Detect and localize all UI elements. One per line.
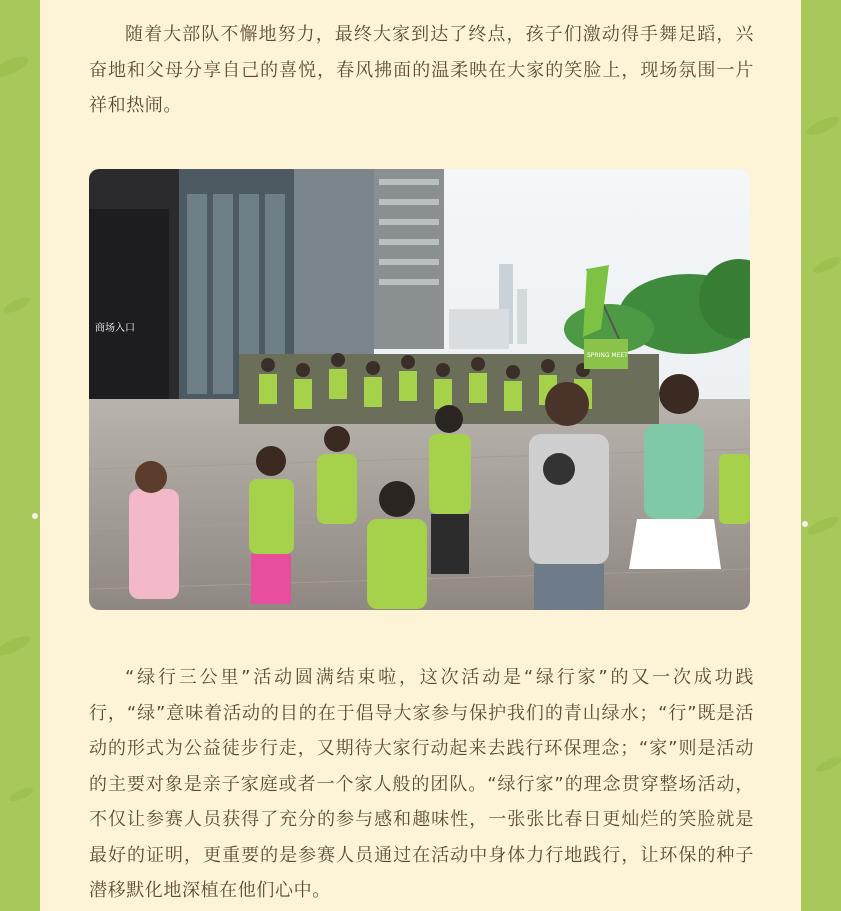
sparkle-dot	[802, 521, 808, 527]
leaf-decoration	[0, 52, 31, 82]
article-paragraph-1: 随着大部队不懈地努力，最终大家到达了终点，孩子们激动得手舞足蹈，兴奋地和父母分享自己的喜悦，春风拂面的温柔映在大家的笑脸上，现场氛围一片祥和热闹。	[89, 24, 754, 116]
leaf-decoration	[1, 294, 32, 316]
mall-entrance-sign: 商场入口	[95, 323, 135, 334]
leaf-decoration	[811, 254, 841, 276]
leaf-decoration	[0, 633, 33, 660]
leaf-decoration	[7, 785, 34, 804]
leaf-decoration	[805, 513, 840, 537]
event-photo-illustration	[89, 169, 750, 610]
event-photo	[89, 169, 750, 610]
sparkle-dot	[32, 513, 38, 519]
article-paragraph-2: “绿行三公里”活动圆满结束啦，这次活动是“绿行家”的又一次成功践行，“绿”意味着活动的目的在于倡导大家参与保护我们的青山绿水；“行”既是活动的形式为公益徒步行走，又期待大家行动起来去践行环保理念；“家”则是活动的主要对象是亲子家庭或者一个家人般的团队。“绿行家”的理念贯穿整场活动，不仅让参赛人员获得了充分的参与感和趣味性，一张张比春日更灿烂的笑脸就是最好的证明，更重要的是参赛人员通过在活动中身体力行地践行，让环保的种子潜移默化地深植在他们心中。	[89, 667, 754, 901]
leaf-decoration	[814, 755, 841, 775]
article-panel	[40, 0, 801, 911]
flag-text: SPRING MEET	[587, 352, 628, 359]
leaf-decoration	[804, 113, 841, 139]
